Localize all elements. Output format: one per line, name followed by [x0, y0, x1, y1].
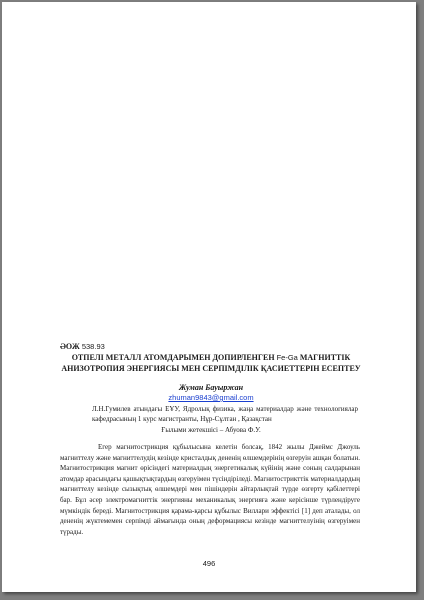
body-paragraph: Егер магнитострикция құбылысына келетін болсақ, 1842 жылы Джеймс Джоуль магниттелу және магниттелудің кезінде кристалдық дененің өлшемдерінің өзгеруін ашқан болатын. Магнитострикция магнит өрісіндегі материалдың энергетикалық күйінің және соның салдарынан атомдар арасындағы қашықтықтардың өзгеруімен түсіндіріледі. Магнитострикттік материалдардың магниттелу кезінде сызықтық өлшемдері мен пішіндерін айтарлықтай түрде өзгерту қабілеттері бар. Бұл әсер электромагниттік энергияны механикалық энергияға және керісінше түрлендіруге мүмкіндік береді. Магнитострикция қарама-қарсы құбылыс Виллари эффектісі [1] деп аталады, ол дененің жүктемемен серпімді аймағында оның деформациясы кезінде магниттелуінің өзгеруімен түрады.: [60, 443, 360, 536]
scientific-supervisor: Ғылыми жетекшісі – Абуова Ф.У.: [161, 426, 261, 434]
paper-title: [46, 352, 376, 374]
author-affiliation: Л.Н.Гумилев атындағы ЕҰУ, Ядролық физика, жаңа материалдар және технологиялар кафедрасының 1 курс магистранты, Нұр-Сұлтан , Қазақстан: [92, 405, 358, 423]
title-alloy: Fe-Ga: [276, 353, 298, 362]
title-part1: ОТПЕЛІ МЕТАЛЛ АТОМДАРЫМЕН ДОПИРЛЕНГЕН: [71, 353, 275, 362]
udc-code: [60, 342, 105, 351]
udc-label: ӘОЖ: [60, 342, 80, 351]
udc-number: 538.93: [81, 342, 105, 351]
title-part2: МАГНИТТІК АНИЗОТРОПИЯ ЭНЕРГИЯСЫ МЕН СЕРПІМДІЛІК ҚАСИЕТТЕРІН ЕСЕПТЕУ: [61, 353, 361, 373]
page-number: 496: [202, 559, 216, 568]
author-email-link[interactable]: zhuman9843@gmail.com: [168, 393, 254, 402]
document-page: [2, 2, 416, 592]
author-name: Жуман Бауыржан: [178, 383, 244, 392]
